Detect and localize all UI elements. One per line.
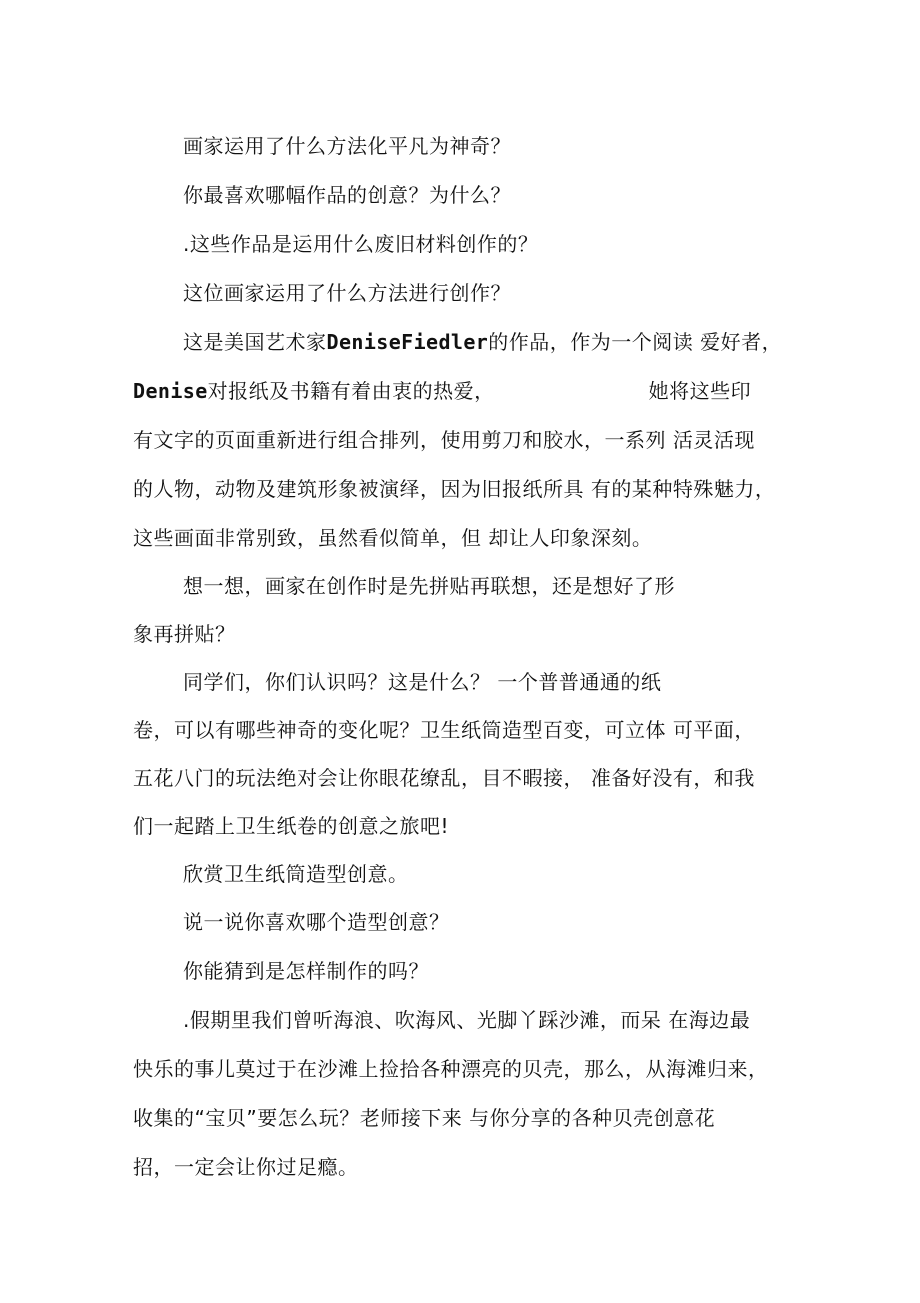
paragraph-appreciate: 欣赏卫生纸筒造型创意。 — [183, 862, 409, 886]
paragraph-denise-line-2 — [133, 377, 751, 405]
paragraph-shells-line-4: 招，一定会让你过足瘾。 — [133, 1155, 359, 1179]
paragraph-shells-line-3: 收集的“宝贝”要怎么玩？老师接下来 与你分享的各种贝壳创意花 — [133, 1106, 716, 1130]
paragraph-denise-line-3: 有文字的页面重新进行组合排列，使用剪刀和胶水，一系列 活灵活现 — [133, 428, 755, 452]
text-fragment: 她将这些印 — [648, 379, 752, 403]
question-favorite: 你最喜欢哪幅作品的创意？为什么？ — [183, 183, 511, 207]
paragraph-talk: 说一说你喜欢哪个造型创意？ — [183, 910, 450, 934]
artist-name: DeniseFiedler — [326, 330, 489, 354]
paragraph-think-line-2: 象再拼贴？ — [133, 622, 236, 646]
text-fragment: 这是美国艺术家 — [183, 330, 327, 354]
paragraph-paper-roll-line-4: 们一起踏上卫生纸卷的创意之旅吧! — [133, 814, 450, 838]
paragraph-think-line-1: 想一想，画家在创作时是先拼贴再联想，还是想好了形 — [183, 574, 675, 598]
question-technique: 这位画家运用了什么方法进行创作？ — [183, 281, 511, 305]
question-materials: .这些作品是运用什么废旧材料创作的？ — [183, 232, 539, 256]
paragraph-shells-line-1: .假期里我们曾听海浪、吹海风、光脚丫踩沙滩，而呆 在海边最 — [183, 1008, 751, 1032]
paragraph-denise-line-4: 的人物，动物及建筑形象被演绎，因为旧报纸所具 有的某种特殊魅力， — [133, 477, 776, 501]
paragraph-guess: 你能猜到是怎样制作的吗？ — [183, 959, 429, 983]
text-fragment: 的作品，作为一个阅读 爱好者， — [488, 330, 783, 354]
artist-first-name: Denise — [133, 379, 208, 403]
text-fragment: 对报纸及书籍有着由衷的热爱， — [207, 379, 495, 403]
paragraph-denise-line-1 — [183, 328, 782, 356]
question-method: 画家运用了什么方法化平凡为神奇？ — [183, 134, 511, 158]
paragraph-paper-roll-line-3: 五花八门的玩法绝对会让你眼花缭乱，目不暇接， 准备好没有，和我 — [133, 766, 755, 790]
paragraph-shells-line-2: 快乐的事儿莫过于在沙滩上捡拾各种漂亮的贝壳，那么，从海滩归来， — [133, 1057, 769, 1081]
paragraph-denise-line-5: 这些画面非常别致，虽然看似简单，但 却让人印象深刻。 — [133, 526, 653, 550]
paragraph-paper-roll-line-2: 卷，可以有哪些神奇的变化呢？卫生纸筒造型百变，可立体 可平面， — [133, 718, 755, 742]
paragraph-paper-roll-line-1: 同学们，你们认识吗？这是什么？ 一个普普通通的纸 — [183, 670, 662, 694]
